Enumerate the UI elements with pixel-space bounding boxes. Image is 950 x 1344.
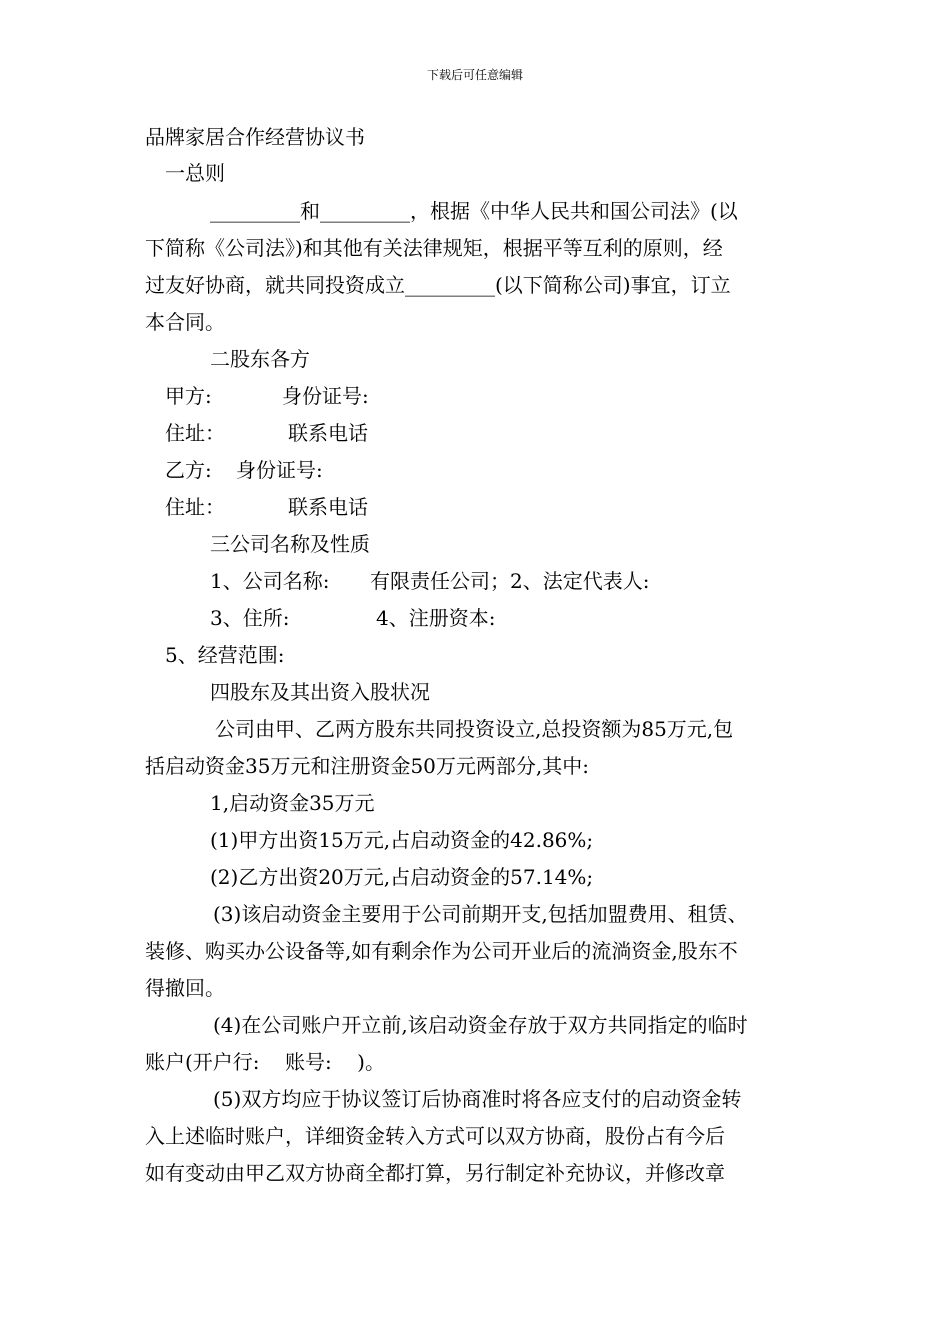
paragraph-line: 如有变动由甲乙双方协商全都打算，另行制定补充协议，并修改章 xyxy=(145,1161,725,1185)
party-b-id-label: 身份证号: xyxy=(236,458,323,482)
party-a-label: 甲方: xyxy=(165,384,212,408)
paragraph-line: 本合同。 xyxy=(145,310,225,334)
page-header-note: 下载后可任意编辑 xyxy=(426,68,523,82)
paragraph-line: 下简称《公司法》)和其他有关法律规矩，根据平等互利的原则，经 xyxy=(145,236,723,260)
party-b-label: 乙方: xyxy=(165,458,212,482)
paragraph-line: 括启动资金35万元和注册资金50万元两部分,其中: xyxy=(145,754,589,778)
list-item: 1,启动资金35万元 xyxy=(210,791,375,815)
section-heading: 二股东各方 xyxy=(210,347,310,371)
registered-capital-item: 4、注册资本: xyxy=(376,606,496,630)
paragraph-line: _________和_________，根据《中华人民共和国公司法》(以 xyxy=(210,199,738,223)
section-heading: 一总则 xyxy=(165,161,225,185)
party-b-phone-label: 联系电话 xyxy=(288,495,368,519)
company-type-item: 有限责任公司；2、法定代表人: xyxy=(370,569,650,593)
list-item: (1)甲方出资15万元,占启动资金的42.86%; xyxy=(210,828,594,852)
list-item: (2)乙方出资20万元,占启动资金的57.14%; xyxy=(210,865,594,889)
paragraph-line: (3)该启动资金主要用于公司前期开支,包括加盟费用、租赁、 xyxy=(213,902,748,926)
paragraph-line: 装修、购买办公设备等,如有剩余作为公司开业后的流淌资金,股东不 xyxy=(145,939,738,963)
business-scope-item: 5、经营范围: xyxy=(165,643,285,667)
party-b-address-label: 住址： xyxy=(165,495,225,519)
section-heading: 四股东及其出资入股状况 xyxy=(210,680,430,704)
paragraph-line: (4)在公司账户开立前,该启动资金存放于双方共同指定的临时 xyxy=(213,1013,748,1037)
party-a-id-label: 身份证号: xyxy=(282,384,369,408)
section-heading: 三公司名称及性质 xyxy=(210,532,370,556)
paragraph-line: 入上述临时账户，详细资金转入方式可以双方协商，股份占有今后 xyxy=(145,1124,725,1148)
paragraph-line: 过友好协商，就共同投资成立_________(以下简称公司)事宜，订立 xyxy=(145,273,731,297)
party-a-address-label: 住址： xyxy=(165,421,225,445)
paragraph-line: 公司由甲、乙两方股东共同投资设立,总投资额为85万元,包 xyxy=(215,717,734,741)
company-name-item: 1、公司名称: xyxy=(210,569,330,593)
party-a-phone-label: 联系电话 xyxy=(288,421,368,445)
document-title: 品牌家居合作经营协议书 xyxy=(145,125,365,149)
paragraph-line: 账户(开户行: 账号: )。 xyxy=(145,1050,385,1074)
domicile-item: 3、住所: xyxy=(210,606,290,630)
paragraph-line: (5)双方均应于协议签订后协商准时将各应支付的启动资金转 xyxy=(213,1087,742,1111)
paragraph-line: 得撤回。 xyxy=(145,976,225,1000)
